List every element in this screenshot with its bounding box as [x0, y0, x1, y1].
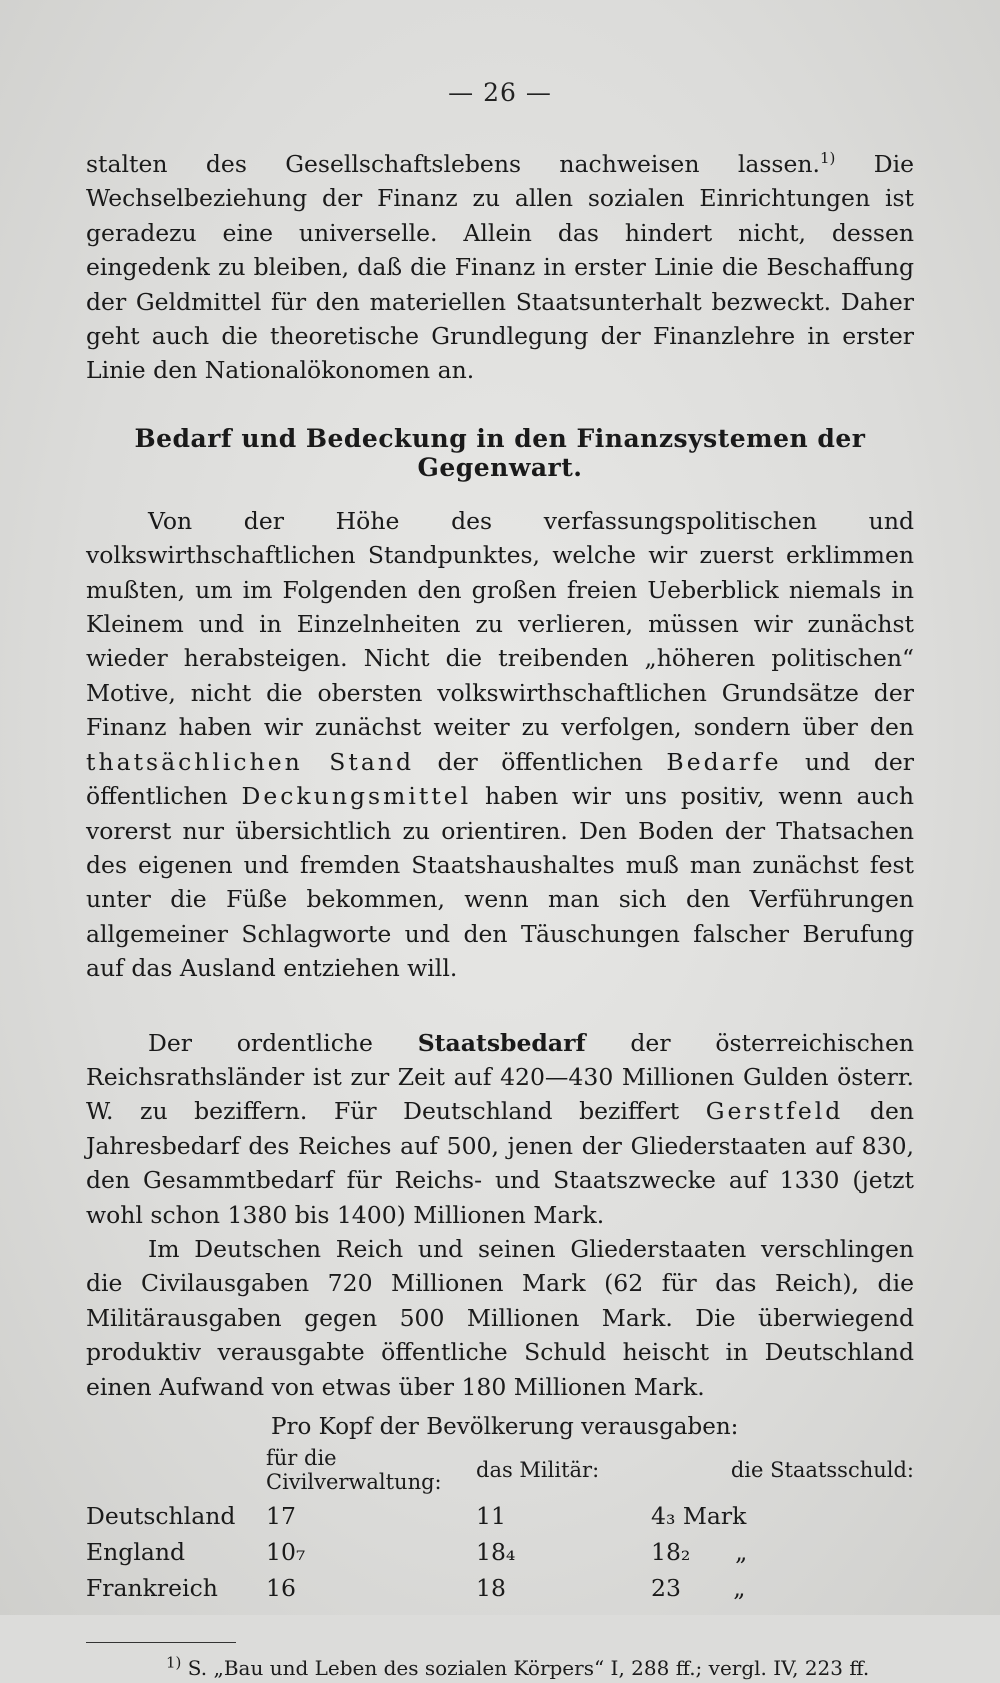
footnote-marker: 1)	[166, 1653, 182, 1672]
emphasis: thatsächlichen Stand	[86, 747, 415, 776]
section-heading: Bedarf und Bedeckung in den Finanzsystemen der Gegenwart.	[134, 423, 866, 482]
table-cell: Deutschland	[86, 1502, 236, 1530]
table-cell: 23 „	[651, 1574, 746, 1602]
paragraph-intro: stalten des Gesellschaftslebens nachweisen lassen.$^{1)}$ Die Wechselbeziehung der Finanz zu allen sozialen Einrichtungen ist geradezu eine universelle. Allein das hindert nicht, dessen eingedenk zu bleiben, daß die Finanz in erster Linie die Beschaffung der Geldmittel für den materiellen Staatsunterhalt bezweckt. Daher geht auch die theoretische Grundlegung der Finanzlehre in erster Linie den Nationalökonomen an.	[86, 149, 915, 385]
table-cell: 18₄	[476, 1538, 516, 1566]
per-capita-table	[86, 1444, 914, 1606]
footnote-divider	[86, 1642, 236, 1643]
footnote: $^{1)}$ S. „Bau und Leben des sozialen Körpers“ I, 288 ff.; vergl. IV, 223 ff.	[166, 1653, 870, 1680]
table-header: für die Civilverwaltung:	[266, 1446, 442, 1494]
table-cell: 4₃ Mark	[651, 1502, 747, 1530]
table-cell: 10₇	[266, 1538, 306, 1566]
paragraph-expenditure: Im Deutschen Reich und seinen Gliederstaaten verschlingen die Civilausgaben 720 Millionen Mark (62 für das Reich), die Militärausgaben gegen 500 Millionen Mark. Die überwiegend produktiv verausgabte öffentliche Schuld heischt in Deutschland einen Aufwand von etwas über 180 Millionen Mark.	[86, 1234, 914, 1401]
emphasis: Bedarfe	[666, 747, 782, 776]
table-header	[86, 1444, 266, 1498]
table-caption: Pro Kopf der Bevölkerung verausgaben:	[271, 1414, 739, 1440]
table-cell: 11	[476, 1502, 506, 1530]
table-header: das Militär:	[476, 1458, 600, 1482]
emphasis-bold: Staatsbedarf	[417, 1028, 586, 1057]
table-cell: 18₂ „	[651, 1538, 748, 1566]
table-cell: 18	[476, 1574, 506, 1602]
table-row	[86, 1570, 914, 1606]
table-cell: 16	[266, 1574, 296, 1602]
page-number: — 26 —	[448, 78, 552, 107]
table-cell: England	[86, 1538, 186, 1566]
table-header: die Staatsschuld:	[730, 1458, 914, 1482]
table-cell: 17	[266, 1502, 296, 1530]
table-row	[86, 1534, 914, 1570]
table-row	[86, 1498, 914, 1534]
table-header-row	[86, 1444, 914, 1498]
paragraph-state-demand: Der ordentliche Staatsbedarf der österreichischen Reichsrathsländer ist zur Zeit auf 420—430 Millionen Gulden österr. W. zu beziffern. Für Deutschland beziffert Gerstfeld den Jahresbedarf des Reiches auf 500, jenen der Gliederstaaten auf 830, den Gesammtbedarf für Reichs- und Staatszwecke auf 1330 (jetzt wohl schon 1380 bis 1400) Millionen Mark.	[86, 1028, 914, 1229]
emphasis: Deckungsmittel	[241, 782, 472, 811]
table-cell: Frankreich	[86, 1574, 218, 1602]
paragraph-overview: Von der Höhe des verfassungspolitischen und volkswirthschaftlichen Standpunktes, welche wir zuerst erklimmen mußten, um im Folgenden den großen freien Ueberblick niemals in Kleinem und in Einzelnheiten zu verlieren, müssen wir zunächst wieder herabsteigen. Nicht die treibenden „höheren politischen“ Motive, nicht die obersten volkswirthschaftlichen Grundsätze der Finanz haben wir zunächst weiter zu verfolgen, sondern über den thatsächlichen Stand der öffentlichen Bedarfe und der öffentlichen Deckungsmittel haben wir uns positiv, wenn auch vorerst nur übersichtlich zu orientiren. Den Boden der Thatsachen des eigenen und fremden Staatshaushaltes muß man zunächst fest unter die Füße bekommen, wenn man sich den Verführungen allgemeiner Schlagworte und den Täuschungen falscher Berufung auf das Ausland entziehen will.	[86, 506, 915, 983]
emphasis: Gerstfeld	[705, 1097, 844, 1126]
footnote-reference: 1)	[819, 149, 836, 168]
